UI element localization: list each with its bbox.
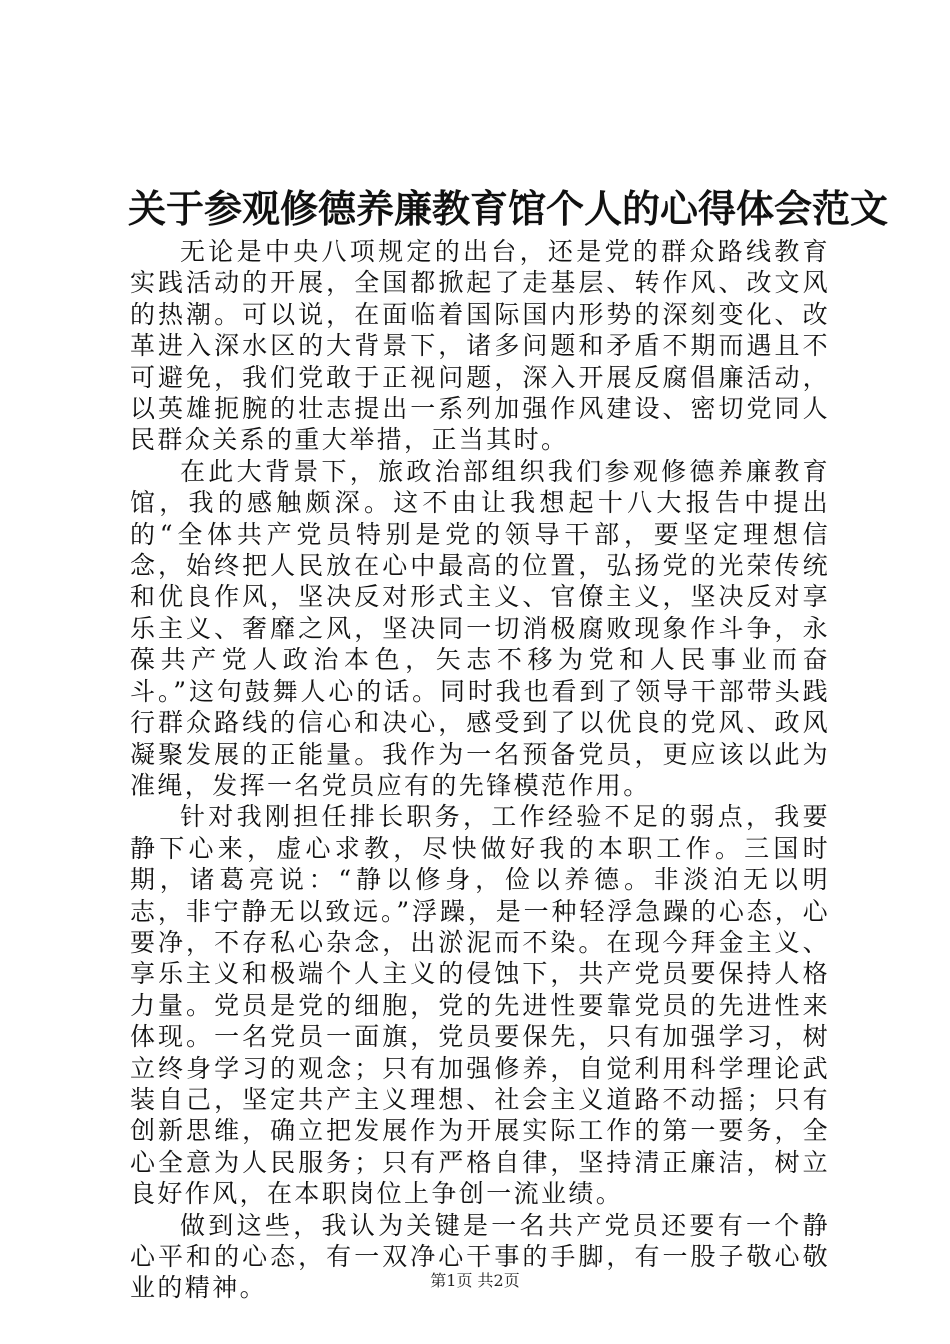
document-title: 关于参观修德养廉教育馆个人的心得体会范文 (128, 186, 889, 231)
paragraph-2: 在此大背景下，旅政治部组织我们参观修德养廉教育馆，我的感触颇深。这不由让我想起十八大报告中提出的“全体共产党员特别是党的领导干部，要坚定理想信念，始终把人民放在心中最高的位置，弘扬党的光荣传统和优良作风，坚决反对形式主义、官僚主义，坚决反对享乐主义、奢靡之风，坚决同一切消极腐败现象作斗争，永葆共产党人政治本色，矢志不移为党和人民事业而奋斗。”这句鼓舞人心的话。同时我也看到了领导干部带头践行群众路线的信心和决心，感受到了以优良的党风、政风凝聚发展的正能量。我作为一名预备党员，更应该以此为准绳，发挥一名党员应有的先锋模范作用。 (130, 456, 830, 800)
document-body (130, 236, 830, 1304)
page-footer: 第1页 共2页 (430, 1271, 520, 1290)
paragraph-1: 无论是中央八项规定的出台，还是党的群众路线教育实践活动的开展，全国都掀起了走基层、转作风、改文风的热潮。可以说，在面临着国际国内形势的深刻变化、改革进入深水区的大背景下，诸多问题和矛盾不期而遇且不可避免，我们党敢于正视问题，深入开展反腐倡廉活动，以英雄扼腕的壮志提出一系列加强作风建设、密切党同人民群众关系的重大举措，正当其时。 (130, 237, 830, 455)
paragraph-4: 做到这些，我认为关键是一名共产党员还要有一个静心平和的心态，有一双净心干事的手脚，有一股子敬心敬业的精神。 (130, 1210, 830, 1303)
paragraph-3: 针对我刚担任排长职务，工作经验不足的弱点，我要静下心来，虚心求教，尽快做好我的本职工作。三国时期，诸葛亮说：“静以修身，俭以养德。非淡泊无以明志，非宁静无以致远。”浮躁，是一种轻浮急躁的心态，心要净，不存私心杂念，出淤泥而不染。在现今拜金主义、享乐主义和极端个人主义的侵蚀下，共产党员要保持人格力量。党员是党的细胞，党的先进性要靠党员的先进性来体现。一名党员一面旗，党员要保先，只有加强学习，树立终身学习的观念；只有加强修养，自觉利用科学理论武装自己，坚定共产主义理想、社会主义道路不动摇；只有创新思维，确立把发展作为开展实际工作的第一要务，全心全意为人民服务；只有严格自律，坚持清正廉洁，树立良好作风，在本职岗位上争创一流业绩。 (130, 802, 830, 1209)
